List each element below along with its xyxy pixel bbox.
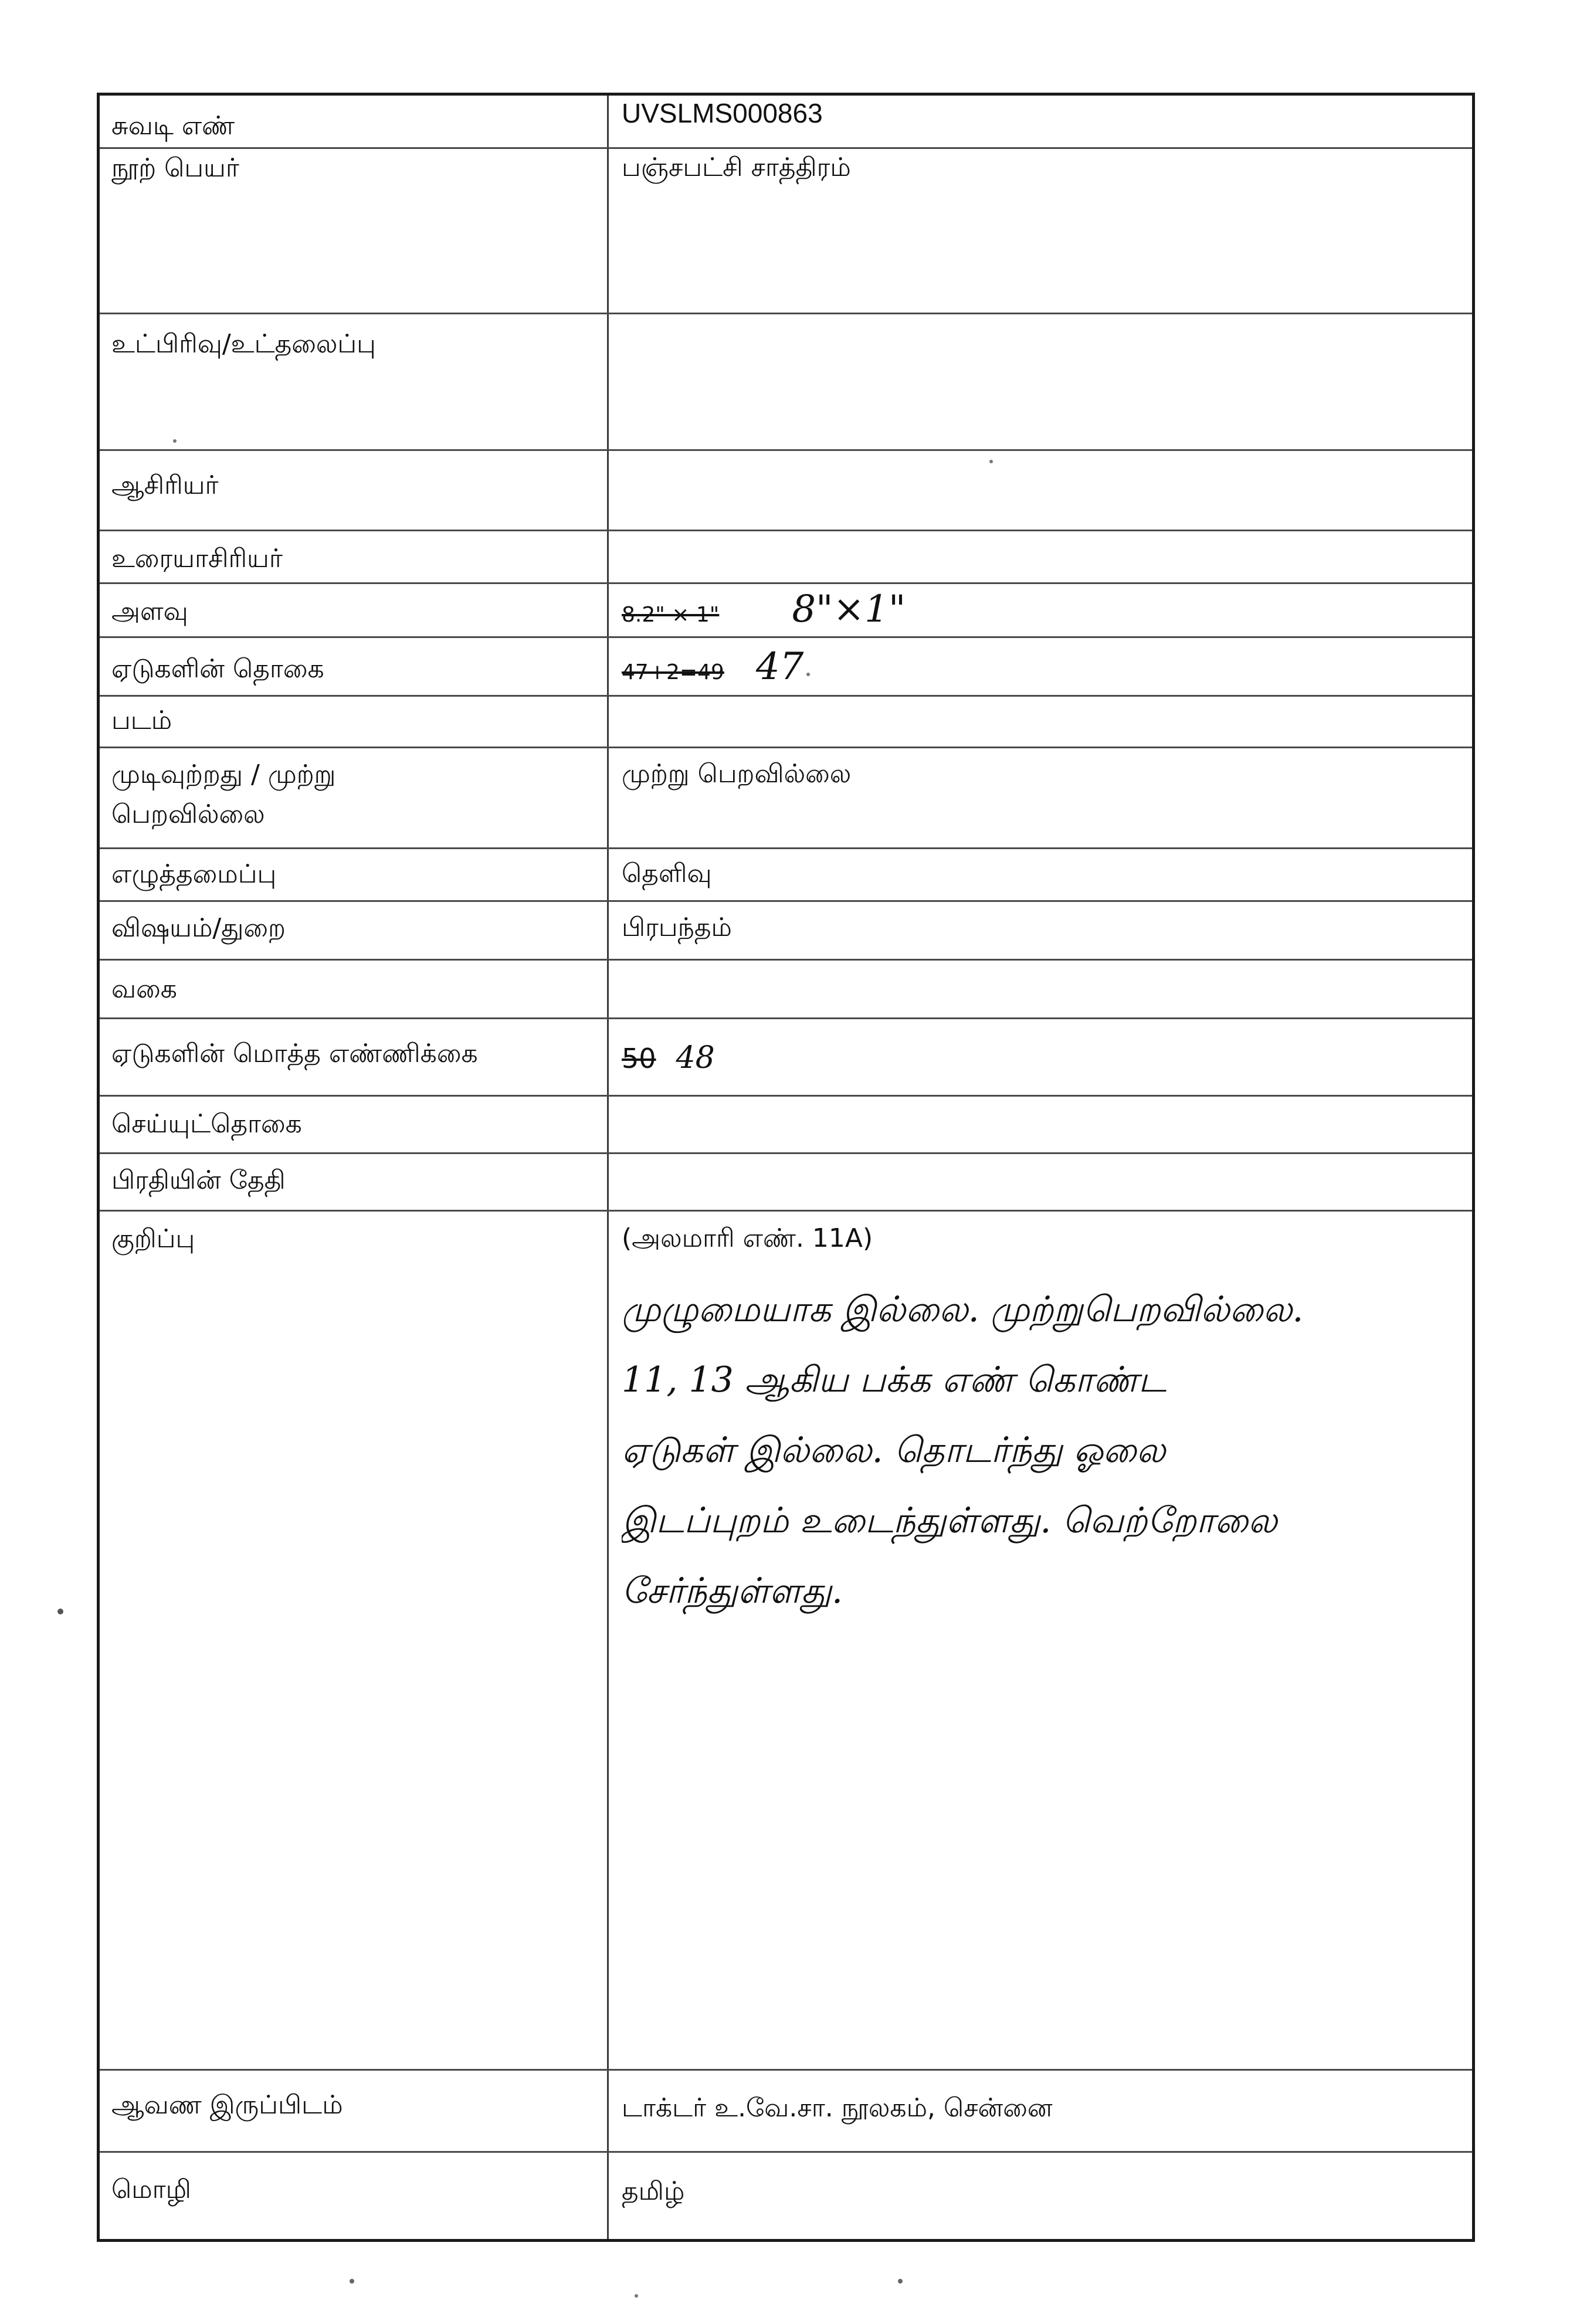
label-picture: படம் [111,705,172,735]
label-size: அளவு [111,596,188,626]
label-leaves-count: ஏடுகளின் தொகை [111,654,324,684]
row-notes [100,1210,1472,2071]
row-size [100,582,1472,638]
catalogue-form [97,93,1475,2242]
label-copy-date: பிரதியின் தேதி [111,1165,286,1195]
value-language: தமிழ் [622,2176,685,2206]
value-leaves-count [622,639,803,695]
notes-line: இடப்புறம் உடைந்துள்ளது. வெற்றோலை [622,1500,1277,1541]
notes-handwritten [622,1274,1466,1626]
value-size [622,581,906,637]
total-leaves-struck-value: 50 [622,1043,656,1074]
label-author: ஆசிரியர் [111,470,219,500]
notes-line: 11, 13 ஆகிய பக்க எண் கொண்ட [622,1359,1167,1400]
row-script-quality [100,847,1472,902]
row-total-leaves [100,1017,1472,1097]
label-verse-count: செய்யுட்தொகை [111,1109,302,1139]
row-manuscript-number [100,96,1472,149]
row-verse-count [100,1095,1472,1154]
value-script-quality: தெளிவு [622,859,712,888]
value-notes-shelf: (அலமாரி எண். 11A) [622,1223,873,1253]
row-commentator [100,530,1472,584]
total-leaves-handwritten-value: 48 [676,1040,715,1076]
value-repository: டாக்டர் உ.வே.சா. நூலகம், சென்னை [622,2093,1053,2123]
value-subject: பிரபந்தம் [622,912,732,942]
row-type [100,959,1472,1019]
label-manuscript-number: சுவடி எண் [111,111,235,141]
row-copy-date [100,1152,1472,1212]
size-struck-value: 8.2" × 1" [622,603,720,627]
label-notes: குறிப்பு [111,1224,195,1254]
notes-line: சேர்ந்துள்ளது. [622,1570,843,1611]
label-subdivision: உட்பிரிவு/உட்தலைப்பு [111,329,376,359]
notes-line: முழுமையாக இல்லை. முற்றுபெறவில்லை. [622,1289,1304,1330]
leaves-struck-value: 47+2=49 [622,660,724,684]
row-repository [100,2069,1472,2153]
label-total-leaves: ஏடுகளின் மொத்த எண்ணிக்கை [111,1039,478,1068]
label-language: மொழி [111,2174,191,2204]
value-manuscript-number: UVSLMS000863 [622,98,823,128]
value-completion: முற்று பெறவில்லை [622,759,852,789]
label-completion: முடிவுற்றது / முற்று பெறவில்லை [111,759,336,830]
row-title [100,147,1472,314]
label-script-quality: எழுத்தமைப்பு [111,859,277,889]
label-type: வகை [111,974,177,1004]
leaves-handwritten-value: 47 [755,645,804,688]
row-subdivision [100,313,1472,451]
row-subject [100,900,1472,961]
size-handwritten-value: 8"×1" [792,588,906,631]
label-repository: ஆவண இருப்பிடம் [111,2090,343,2120]
row-picture [100,695,1472,748]
value-title: பஞ்சபட்சி சாத்திரம் [622,152,851,182]
row-author [100,449,1472,531]
value-total-leaves [622,1035,715,1081]
row-language [100,2151,1472,2242]
row-leaves-count [100,636,1472,697]
label-subject: விஷயம்/துறை [111,913,286,943]
row-completion [100,747,1472,849]
label-title: நூற் பெயர் [111,153,239,183]
notes-line: ஏடுகள் இல்லை. தொடர்ந்து ஓலை [622,1430,1166,1471]
label-commentator: உரையாசிரியர் [111,544,283,574]
